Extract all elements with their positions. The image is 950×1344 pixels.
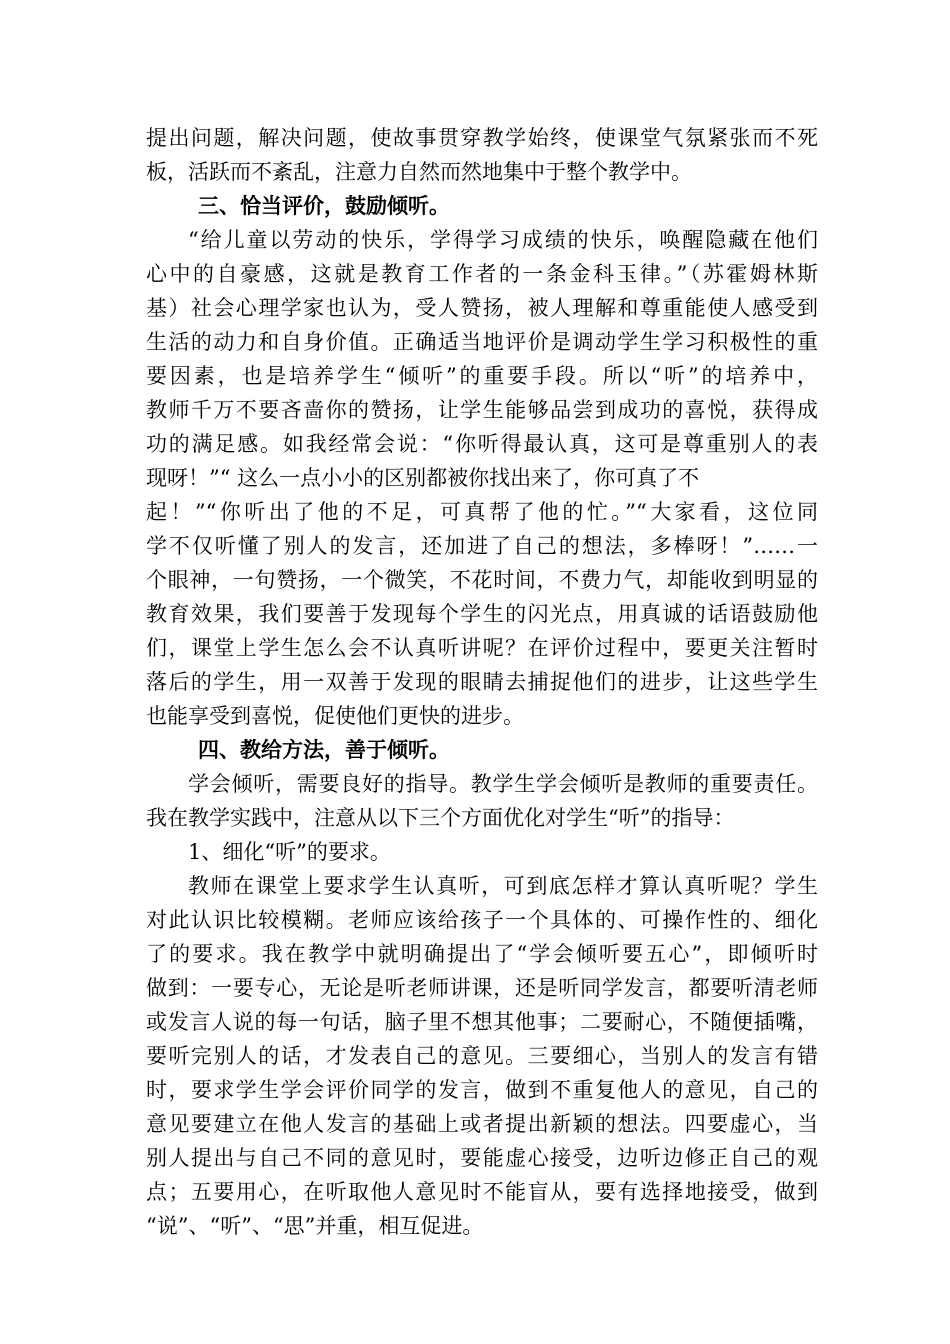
text-line: 做到：一要专心，无论是听老师讲课，还是听同学发言，都要听清老师 bbox=[146, 976, 818, 1000]
text-line: “给儿童以劳动的快乐，学得学习成绩的快乐，唤醒隐藏在他们 bbox=[188, 228, 818, 252]
text-line: 学不仅听懂了别人的发言，还加进了自己的想法，多棒呀！”……一 bbox=[146, 534, 818, 558]
text-line: 学会倾听，需要良好的指导。教学生学会倾听是教师的重要责任。 bbox=[188, 772, 818, 796]
text-line: 点；五要用心，在听取他人意见时不能盲从，要有选择地接受，做到 bbox=[146, 1180, 818, 1204]
section-heading-3: 三、恰当评价，鼓励倾听。 bbox=[198, 193, 450, 218]
document-page bbox=[146, 121, 818, 1243]
section-heading-4: 四、教给方法，善于倾听。 bbox=[198, 737, 450, 762]
text-line: 教育效果，我们要善于发现每个学生的闪光点，用真诚的话语鼓励他 bbox=[146, 602, 818, 626]
text-line: 教师在课堂上要求学生认真听，可到底怎样才算认真听呢？学生 bbox=[188, 874, 818, 898]
text-line: 起！”“你听出了他的不足，可真帮了他的忙。”“大家看，这位同 bbox=[146, 500, 818, 524]
text-line: 生活的动力和自身价值。正确适当地评价是调动学生学习积极性的重 bbox=[146, 330, 818, 354]
text-line: 教师千万不要吝啬你的赞扬，让学生能够品尝到成功的喜悦，获得成 bbox=[146, 398, 818, 422]
text-line: 了的要求。我在教学中就明确提出了“学会倾听要五心”，即倾听时 bbox=[146, 942, 818, 966]
text-line: 们，课堂上学生怎么会不认真听讲呢？在评价过程中，要更关注暂时 bbox=[146, 636, 818, 660]
text-line: 心中的自豪感，这就是教育工作者的一条金科玉律。”（苏霍姆林斯 bbox=[146, 262, 818, 286]
text-line: 时，要求学生学会评价同学的发言，做到不重复他人的意见，自己的 bbox=[146, 1078, 818, 1102]
text-line: 要听完别人的话，才发表自己的意见。三要细心，当别人的发言有错 bbox=[146, 1044, 818, 1068]
text-line: 意见要建立在他人发言的基础上或者提出新颖的想法。四要虚心，当 bbox=[146, 1112, 818, 1136]
subsection-heading: 1、细化“听”的要求。 bbox=[188, 840, 391, 864]
text-line: 落后的学生，用一双善于发现的眼睛去捕捉他们的进步，让这些学生 bbox=[146, 670, 818, 694]
text-line: “说”、“听”、“思”并重，相互促进。 bbox=[146, 1214, 484, 1238]
text-line: 也能享受到喜悦，促使他们更快的进步。 bbox=[146, 704, 524, 728]
text-line: 或发言人说的每一句话，脑子里不想其他事；二要耐心，不随便插嘴， bbox=[146, 1010, 818, 1034]
text-line: 提出问题，解决问题，使故事贯穿教学始终，使课堂气氛紧张而不死 bbox=[146, 126, 818, 150]
text-line: 要因素，也是培养学生“倾听”的重要手段。所以“听”的培养中， bbox=[146, 364, 818, 388]
text-line: 我在教学实践中，注意从以下三个方面优化对学生“听”的指导： bbox=[146, 806, 735, 830]
text-line: 个眼神，一句赞扬，一个微笑，不花时间，不费力气，却能收到明显的 bbox=[146, 568, 818, 592]
text-line: 基）社会心理学家也认为，受人赞扬，被人理解和尊重能使人感受到 bbox=[146, 296, 818, 320]
text-line: 别人提出与自己不同的意见时，要能虚心接受，边听边修正自己的观 bbox=[146, 1146, 818, 1170]
text-line: 现呀！”“ 这么一点小小的区别都被你找出来了，你可真了不 bbox=[146, 466, 700, 490]
text-line: 功的满足感。如我经常会说：“你听得最认真，这可是尊重别人的表 bbox=[146, 432, 818, 456]
text-line: 板，活跃而不紊乱，注意力自然而然地集中于整个教学中。 bbox=[146, 160, 692, 184]
text-line: 对此认识比较模糊。老师应该给孩子一个具体的、可操作性的、细化 bbox=[146, 908, 818, 932]
